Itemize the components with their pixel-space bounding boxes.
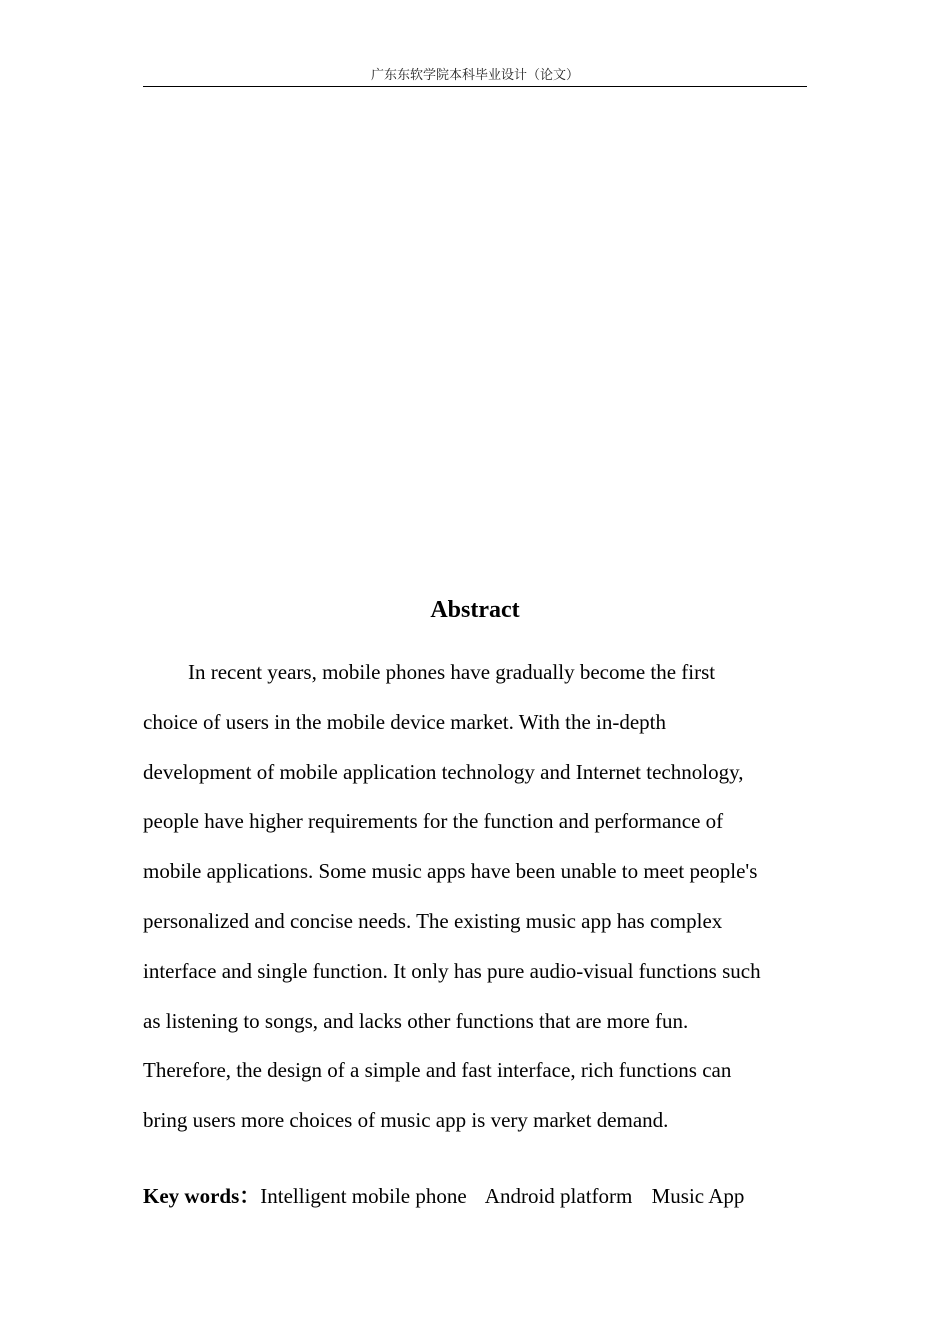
keywords-line — [143, 1180, 807, 1212]
abstract-line: personalized and concise needs. The existing music app has complex — [143, 908, 723, 933]
abstract-heading: Abstract — [430, 597, 520, 623]
abstract-line: mobile applications. Some music apps have been unable to meet people's — [143, 859, 758, 884]
keyword-item: Android platform — [484, 1184, 633, 1208]
abstract-line: bring users more choices of music app is very market demand. — [143, 1108, 669, 1133]
abstract-line: choice of users in the mobile device market. With the in-depth — [143, 709, 667, 734]
abstract-line: as listening to songs, and lacks other functions that are more fun. — [143, 1008, 689, 1033]
keyword-item: Intelligent mobile phone — [260, 1184, 467, 1208]
abstract-line: people have higher requirements for the function and performance of — [143, 809, 724, 834]
page-header — [143, 66, 807, 87]
abstract-body — [143, 648, 807, 1146]
abstract-line: development of mobile application technology and Internet technology, — [143, 759, 744, 784]
abstract-line: In recent years, mobile phones have gradually become the first — [188, 660, 716, 684]
keyword-item: Music App — [651, 1184, 745, 1208]
keywords-label: Key words： — [143, 1184, 261, 1208]
abstract-line: Therefore, the design of a simple and fast interface, rich functions can — [143, 1058, 732, 1083]
header-title: 广东东软学院本科毕业设计（论文） — [370, 68, 579, 83]
abstract-line: interface and single function. It only has pure audio-visual functions such — [143, 958, 761, 983]
